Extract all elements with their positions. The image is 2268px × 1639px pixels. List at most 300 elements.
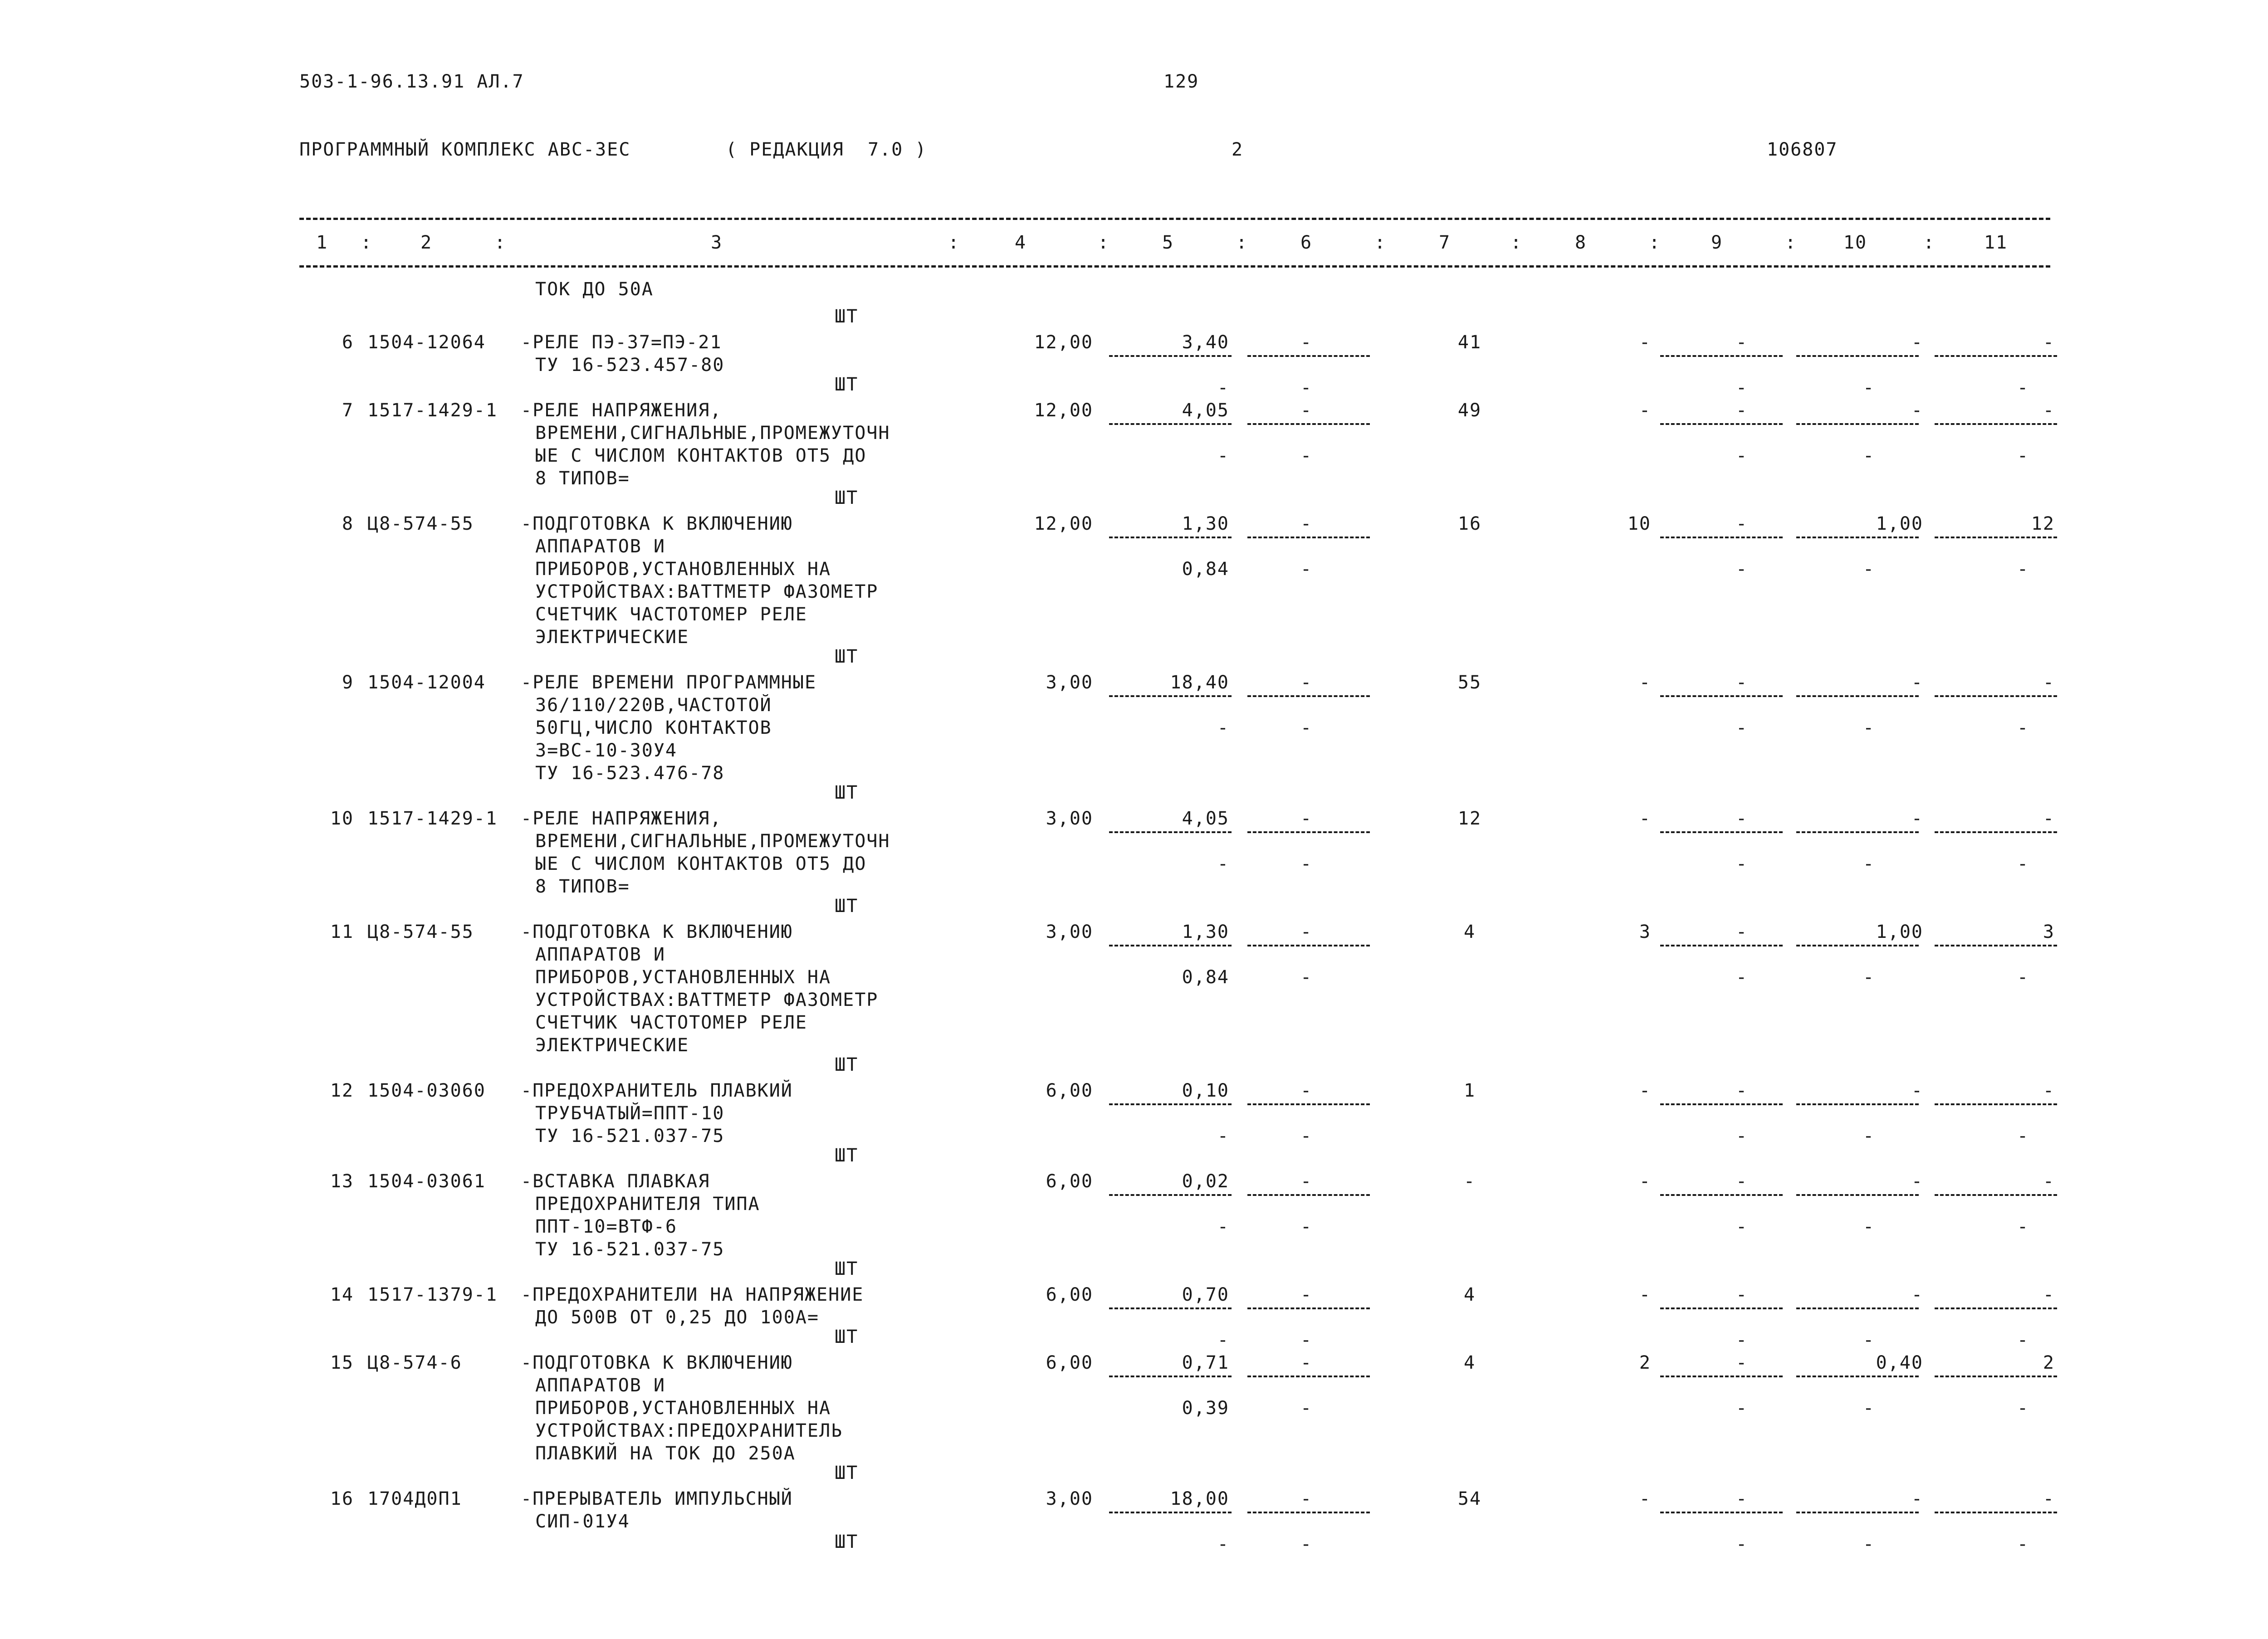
item-description: -ВСТАВКА ПЛАВКАЯ <box>521 1171 710 1192</box>
unit-cost: 18,40 <box>1170 672 1229 693</box>
column-separator: : <box>1785 232 1797 253</box>
subtotal-rule <box>1796 1512 1919 1513</box>
subtotal-rule <box>1109 1307 1232 1309</box>
column-6-second-value: - <box>1300 377 1313 398</box>
row-number: 9 <box>342 672 354 693</box>
item-description: ТУ 16-523.457-80 <box>535 355 725 376</box>
subtotal-rule <box>1109 695 1232 697</box>
continuation-line: ТОК ДО 50А <box>535 279 654 300</box>
labor-cost: - <box>1217 445 1229 466</box>
column-8-value: - <box>1639 332 1651 353</box>
column-11-second-value: - <box>2017 1126 2029 1146</box>
item-description: 8 ТИПОВ= <box>535 468 630 489</box>
column-separator: : <box>1236 232 1248 253</box>
column-9-second-value: - <box>1735 1330 1748 1351</box>
subtotal-rule <box>1109 1103 1232 1105</box>
column-9-second-value: - <box>1735 1126 1748 1146</box>
column-8-value: - <box>1639 1284 1651 1305</box>
subtotal-rule <box>1935 537 2057 538</box>
column-11-value: - <box>2043 400 2055 421</box>
item-code: 1517-1379-1 <box>367 1284 498 1305</box>
column-9-second-value: - <box>1735 1534 1748 1555</box>
item-description: ТУ 16-523.476-78 <box>535 763 725 784</box>
subtotal-rule <box>1935 355 2057 357</box>
unit-label: ШТ <box>835 306 859 327</box>
item-description: ТУ 16-521.037-75 <box>535 1126 725 1146</box>
column-6-second-value: - <box>1300 1126 1313 1146</box>
item-description: -РЕЛЕ НАПРЯЖЕНИЯ, <box>521 808 722 829</box>
item-description: ЫЕ С ЧИСЛОМ КОНТАКТОВ ОТ5 ДО <box>535 445 867 466</box>
quantity: 6,00 <box>1046 1284 1093 1305</box>
item-description: -ПОДГОТОВКА К ВКЛЮЧЕНИЮ <box>521 1352 793 1373</box>
item-description: ДО 500В ОТ 0,25 ДО 100А= <box>535 1307 819 1328</box>
column-7-value: 41 <box>1457 332 1482 353</box>
column-6-second-value: - <box>1300 559 1313 580</box>
column-header-3: 3 <box>710 232 723 253</box>
column-header-6: 6 <box>1300 232 1313 253</box>
column-9-second-value: - <box>1735 559 1748 580</box>
unit-cost: 4,05 <box>1182 400 1229 421</box>
item-description: ТРУБЧАТЫЙ=ППТ-10 <box>535 1103 725 1124</box>
item-description: ПЛАВКИЙ НА ТОК ДО 250А <box>535 1443 796 1464</box>
column-separator: : <box>1923 232 1936 253</box>
item-code: 1517-1429-1 <box>367 400 498 421</box>
subtotal-rule <box>1796 831 1919 833</box>
subtotal-rule <box>1660 423 1783 425</box>
column-header-7: 7 <box>1438 232 1451 253</box>
item-description: УСТРОЙСТВАХ:ВАТТМЕТР ФАЗОМЕТР <box>535 581 879 602</box>
item-code: Ц8-574-55 <box>367 922 474 942</box>
item-description: АППАРАТОВ И <box>535 944 665 965</box>
column-7-value: 1 <box>1463 1080 1476 1101</box>
item-code: 1504-12004 <box>367 672 486 693</box>
column-11-value: 2 <box>2043 1352 2055 1373</box>
quantity: 12,00 <box>1034 332 1093 353</box>
subtotal-rule <box>1247 1512 1370 1513</box>
column-6-second-value: - <box>1300 854 1313 874</box>
column-8-value: - <box>1639 400 1651 421</box>
labor-cost: 0,84 <box>1182 559 1229 580</box>
subtotal-rule <box>1247 1194 1370 1196</box>
program-name: ПРОГРАММНЫЙ КОМПЛЕКС АВС-3ЕС <box>299 139 631 160</box>
column-10-value: - <box>1911 400 1923 421</box>
table-top-rule <box>299 218 2050 220</box>
column-separator: : <box>1098 232 1110 253</box>
column-8-value: 10 <box>1627 513 1651 534</box>
subtotal-rule <box>1109 355 1232 357</box>
column-11-second-value: - <box>2017 445 2029 466</box>
column-8-value: - <box>1639 1171 1651 1192</box>
column-separator: : <box>1510 232 1523 253</box>
column-header-4: 4 <box>1014 232 1027 253</box>
row-number: 14 <box>330 1284 354 1305</box>
subtotal-rule <box>1935 1376 2057 1377</box>
row-number: 8 <box>342 513 354 534</box>
column-10-value: 0,40 <box>1876 1352 1923 1373</box>
column-9-second-value: - <box>1735 717 1748 738</box>
column-7-value: 4 <box>1463 1352 1476 1373</box>
column-11-second-value: - <box>2017 967 2029 988</box>
item-code: 1504-03061 <box>367 1171 486 1192</box>
subtotal-rule <box>1660 695 1783 697</box>
column-separator: : <box>494 232 507 253</box>
unit-cost: 1,30 <box>1182 922 1229 942</box>
program-edition: ( РЕДАКЦИЯ 7.0 ) <box>726 139 927 160</box>
column-8-value: 2 <box>1639 1352 1651 1373</box>
subtotal-rule <box>1247 355 1370 357</box>
item-description: -РЕЛЕ ВРЕМЕНИ ПРОГРАММНЫЕ <box>521 672 817 693</box>
item-description: ТУ 16-521.037-75 <box>535 1239 725 1260</box>
column-header-1: 1 <box>316 232 328 253</box>
subtotal-rule <box>1935 1512 2057 1513</box>
row-number: 10 <box>330 808 354 829</box>
row-number: 16 <box>330 1488 354 1509</box>
item-code: 1517-1429-1 <box>367 808 498 829</box>
column-6-value: - <box>1300 1171 1313 1192</box>
subtotal-rule <box>1109 1376 1232 1377</box>
row-number: 6 <box>342 332 354 353</box>
column-10-value: - <box>1911 808 1923 829</box>
item-description: -ПРЕРЫВАТЕЛЬ ИМПУЛЬСНЫЙ <box>521 1488 793 1509</box>
unit-label: ШТ <box>835 1145 859 1166</box>
column-6-value: - <box>1300 808 1313 829</box>
quantity: 6,00 <box>1046 1352 1093 1373</box>
column-11-second-value: - <box>2017 717 2029 738</box>
column-11-second-value: - <box>2017 1330 2029 1351</box>
unit-cost: 18,00 <box>1170 1488 1229 1509</box>
column-6-second-value: - <box>1300 1534 1313 1555</box>
column-6-second-value: - <box>1300 1330 1313 1351</box>
column-7-value: 12 <box>1457 808 1482 829</box>
column-11-value: - <box>2043 1284 2055 1305</box>
unit-label: ШТ <box>835 1532 859 1552</box>
unit-cost: 0,10 <box>1182 1080 1229 1101</box>
subtotal-rule <box>1109 537 1232 538</box>
item-description: УСТРОЙСТВАХ:ПРЕДОХРАНИТЕЛЬ <box>535 1420 843 1441</box>
page-number: 129 <box>1163 71 1199 92</box>
row-number: 7 <box>342 400 354 421</box>
column-9-value: - <box>1735 332 1748 353</box>
column-10-second-value: - <box>1862 377 1875 398</box>
quantity: 3,00 <box>1046 672 1093 693</box>
column-10-value: - <box>1911 332 1923 353</box>
subtotal-rule <box>1796 1307 1919 1309</box>
subtotal-rule <box>1796 537 1919 538</box>
table-header-rule <box>299 265 2050 268</box>
subtotal-rule <box>1247 945 1370 946</box>
column-6-value: - <box>1300 332 1313 353</box>
item-description: СИП-01У4 <box>535 1511 630 1532</box>
quantity: 3,00 <box>1046 922 1093 942</box>
column-8-value: 3 <box>1639 922 1651 942</box>
column-6-value: - <box>1300 400 1313 421</box>
column-10-second-value: - <box>1862 445 1875 466</box>
unit-label: ШТ <box>835 1463 859 1483</box>
subtotal-rule <box>1660 945 1783 946</box>
labor-cost: 0,39 <box>1182 1398 1229 1419</box>
column-11-second-value: - <box>2017 1216 2029 1237</box>
column-6-second-value: - <box>1300 445 1313 466</box>
column-6-second-value: - <box>1300 1216 1313 1237</box>
column-9-value: - <box>1735 808 1748 829</box>
unit-label: ШТ <box>835 374 859 395</box>
column-9-second-value: - <box>1735 854 1748 874</box>
column-10-second-value: - <box>1862 854 1875 874</box>
labor-cost: - <box>1217 854 1229 874</box>
column-9-value: - <box>1735 672 1748 693</box>
unit-label: ШТ <box>835 1327 859 1347</box>
column-8-value: - <box>1639 672 1651 693</box>
column-6-second-value: - <box>1300 717 1313 738</box>
column-10-value: - <box>1911 1171 1923 1192</box>
quantity: 3,00 <box>1046 1488 1093 1509</box>
column-6-value: - <box>1300 922 1313 942</box>
unit-cost: 3,40 <box>1182 332 1229 353</box>
subtotal-rule <box>1660 1376 1783 1377</box>
unit-cost: 0,71 <box>1182 1352 1229 1373</box>
column-9-value: - <box>1735 400 1748 421</box>
column-7-value: 4 <box>1463 922 1476 942</box>
column-9-second-value: - <box>1735 1398 1748 1419</box>
subtotal-rule <box>1796 423 1919 425</box>
column-9-value: - <box>1735 1284 1748 1305</box>
item-description: ППТ-10=ВТФ-6 <box>535 1216 677 1237</box>
column-10-value: - <box>1911 1488 1923 1509</box>
column-10-second-value: - <box>1862 967 1875 988</box>
unit-label: ШТ <box>835 782 859 803</box>
subtotal-rule <box>1109 945 1232 946</box>
item-description: ЭЛЕКТРИЧЕСКИЕ <box>535 1035 689 1056</box>
column-7-value: 54 <box>1457 1488 1482 1509</box>
labor-cost: - <box>1217 1534 1229 1555</box>
item-description: 36/110/220В,ЧАСТОТОЙ <box>535 695 772 716</box>
column-6-value: - <box>1300 672 1313 693</box>
column-11-second-value: - <box>2017 1534 2029 1555</box>
column-header-10: 10 <box>1843 232 1867 253</box>
column-9-second-value: - <box>1735 445 1748 466</box>
quantity: 3,00 <box>1046 808 1093 829</box>
column-6-value: - <box>1300 1488 1313 1509</box>
column-6-value: - <box>1300 1352 1313 1373</box>
quantity: 6,00 <box>1046 1171 1093 1192</box>
subtotal-rule <box>1109 423 1232 425</box>
job-code: 106807 <box>1767 139 1838 160</box>
column-11-value: 12 <box>2031 513 2055 534</box>
subtotal-rule <box>1935 1194 2057 1196</box>
row-number: 13 <box>330 1171 354 1192</box>
subtotal-rule <box>1935 1307 2057 1309</box>
column-11-second-value: - <box>2017 854 2029 874</box>
column-7-value: - <box>1463 1171 1476 1192</box>
column-10-second-value: - <box>1862 1330 1875 1351</box>
item-description: ВРЕМЕНИ,СИГНАЛЬНЫЕ,ПРОМЕЖУТОЧН <box>535 831 890 852</box>
column-7-value: 16 <box>1457 513 1482 534</box>
column-7-value: 55 <box>1457 672 1482 693</box>
quantity: 6,00 <box>1046 1080 1093 1101</box>
item-description: 8 ТИПОВ= <box>535 876 630 897</box>
subtotal-rule <box>1660 355 1783 357</box>
item-code: 1704Д0П1 <box>367 1488 462 1509</box>
subtotal-rule <box>1660 831 1783 833</box>
column-11-value: - <box>2043 808 2055 829</box>
column-6-second-value: - <box>1300 1398 1313 1419</box>
subtotal-rule <box>1109 1512 1232 1513</box>
subtotal-rule <box>1935 695 2057 697</box>
column-8-value: - <box>1639 1080 1651 1101</box>
unit-cost: 0,70 <box>1182 1284 1229 1305</box>
unit-cost: 4,05 <box>1182 808 1229 829</box>
subtotal-rule <box>1247 537 1370 538</box>
subtotal-rule <box>1935 945 2057 946</box>
subtotal-rule <box>1935 1103 2057 1105</box>
column-9-value: - <box>1735 1352 1748 1373</box>
column-9-value: - <box>1735 1080 1748 1101</box>
item-description: ЫЕ С ЧИСЛОМ КОНТАКТОВ ОТ5 ДО <box>535 854 867 874</box>
subtotal-rule <box>1796 1194 1919 1196</box>
item-code: 1504-12064 <box>367 332 486 353</box>
subtotal-rule <box>1935 423 2057 425</box>
column-9-second-value: - <box>1735 377 1748 398</box>
item-description: -ПОДГОТОВКА К ВКЛЮЧЕНИЮ <box>521 513 793 534</box>
column-header-11: 11 <box>1984 232 2008 253</box>
quantity: 12,00 <box>1034 400 1093 421</box>
column-8-value: - <box>1639 808 1651 829</box>
unit-label: ШТ <box>835 646 859 667</box>
column-6-value: - <box>1300 513 1313 534</box>
unit-cost: 1,30 <box>1182 513 1229 534</box>
subtotal-rule <box>1109 1194 1232 1196</box>
subtotal-rule <box>1247 1307 1370 1309</box>
item-description: СЧЕТЧИК ЧАСТОТОМЕР РЕЛЕ <box>535 1012 807 1033</box>
column-10-second-value: - <box>1862 1398 1875 1419</box>
column-10-second-value: - <box>1862 559 1875 580</box>
item-code: Ц8-574-55 <box>367 513 474 534</box>
column-10-value: - <box>1911 1284 1923 1305</box>
unit-label: ШТ <box>835 488 859 508</box>
row-number: 12 <box>330 1080 354 1101</box>
item-description: СЧЕТЧИК ЧАСТОТОМЕР РЕЛЕ <box>535 604 807 625</box>
column-11-value: - <box>2043 1488 2055 1509</box>
column-9-value: - <box>1735 513 1748 534</box>
document-code: 503-1-96.13.91 АЛ.7 <box>299 71 524 92</box>
column-header-9: 9 <box>1711 232 1723 253</box>
subtotal-rule <box>1247 423 1370 425</box>
subtotal-rule <box>1660 537 1783 538</box>
item-description: 50ГЦ,ЧИСЛО КОНТАКТОВ <box>535 717 772 738</box>
item-description: АППАРАТОВ И <box>535 536 665 557</box>
subtotal-rule <box>1247 831 1370 833</box>
item-description: -ПОДГОТОВКА К ВКЛЮЧЕНИЮ <box>521 922 793 942</box>
subtotal-rule <box>1660 1194 1783 1196</box>
item-code: Ц8-574-6 <box>367 1352 462 1373</box>
unit-label: ШТ <box>835 896 859 917</box>
item-description: -ПРЕДОХРАНИТЕЛЬ ПЛАВКИЙ <box>521 1080 793 1101</box>
column-header-2: 2 <box>420 232 433 253</box>
row-number: 15 <box>330 1352 354 1373</box>
labor-cost: - <box>1217 1330 1229 1351</box>
subtotal-rule <box>1660 1307 1783 1309</box>
item-code: 1504-03060 <box>367 1080 486 1101</box>
column-11-value: - <box>2043 1080 2055 1101</box>
item-description: 3=ВС-10-30У4 <box>535 740 677 761</box>
unit-label: ШТ <box>835 1054 859 1075</box>
column-11-value: - <box>2043 332 2055 353</box>
subtotal-rule <box>1796 355 1919 357</box>
column-8-value: - <box>1639 1488 1651 1509</box>
row-number: 11 <box>330 922 354 942</box>
subtotal-rule <box>1247 1103 1370 1105</box>
subtotal-rule <box>1935 831 2057 833</box>
labor-cost: - <box>1217 377 1229 398</box>
column-10-value: - <box>1911 1080 1923 1101</box>
column-header-8: 8 <box>1574 232 1587 253</box>
item-description: -РЕЛЕ ПЭ-37=ПЭ-21 <box>521 332 722 353</box>
column-separator: : <box>1374 232 1387 253</box>
subtotal-rule <box>1660 1103 1783 1105</box>
column-11-value: - <box>2043 1171 2055 1192</box>
item-description: ПРИБОРОВ,УСТАНОВЛЕННЫХ НА <box>535 967 831 988</box>
column-11-second-value: - <box>2017 377 2029 398</box>
labor-cost: - <box>1217 717 1229 738</box>
column-6-value: - <box>1300 1284 1313 1305</box>
item-description: -РЕЛЕ НАПРЯЖЕНИЯ, <box>521 400 722 421</box>
column-9-second-value: - <box>1735 1216 1748 1237</box>
quantity: 12,00 <box>1034 513 1093 534</box>
column-7-value: 4 <box>1463 1284 1476 1305</box>
item-description: -ПРЕДОХРАНИТЕЛИ НА НАПРЯЖЕНИЕ <box>521 1284 864 1305</box>
subtotal-rule <box>1660 1512 1783 1513</box>
item-description: ВРЕМЕНИ,СИГНАЛЬНЫЕ,ПРОМЕЖУТОЧН <box>535 423 890 444</box>
labor-cost: 0,84 <box>1182 967 1229 988</box>
labor-cost: - <box>1217 1216 1229 1237</box>
item-description: АППАРАТОВ И <box>535 1375 665 1396</box>
item-description: ПРИБОРОВ,УСТАНОВЛЕННЫХ НА <box>535 1398 831 1419</box>
column-separator: : <box>361 232 373 253</box>
subtotal-rule <box>1247 695 1370 697</box>
column-7-value: 49 <box>1457 400 1482 421</box>
column-10-second-value: - <box>1862 1126 1875 1146</box>
unit-cost: 0,02 <box>1182 1171 1229 1192</box>
item-description: УСТРОЙСТВАХ:ВАТТМЕТР ФАЗОМЕТР <box>535 990 879 1010</box>
subtotal-rule <box>1796 945 1919 946</box>
subtotal-rule <box>1796 1376 1919 1377</box>
subtotal-rule <box>1247 1376 1370 1377</box>
item-description: ПРИБОРОВ,УСТАНОВЛЕННЫХ НА <box>535 559 831 580</box>
column-9-value: - <box>1735 1488 1748 1509</box>
column-10-value: 1,00 <box>1876 922 1923 942</box>
column-11-value: - <box>2043 672 2055 693</box>
column-separator: : <box>1649 232 1661 253</box>
unit-label: ШТ <box>835 1259 859 1279</box>
sheet-number: 2 <box>1232 139 1244 160</box>
column-9-value: - <box>1735 1171 1748 1192</box>
column-6-second-value: - <box>1300 967 1313 988</box>
column-10-second-value: - <box>1862 717 1875 738</box>
column-9-second-value: - <box>1735 967 1748 988</box>
labor-cost: - <box>1217 1126 1229 1146</box>
column-11-second-value: - <box>2017 559 2029 580</box>
subtotal-rule <box>1109 831 1232 833</box>
column-separator: : <box>948 232 960 253</box>
subtotal-rule <box>1796 1103 1919 1105</box>
item-description: ЭЛЕКТРИЧЕСКИЕ <box>535 627 689 648</box>
item-description: ПРЕДОХРАНИТЕЛЯ ТИПА <box>535 1194 760 1215</box>
column-10-second-value: - <box>1862 1216 1875 1237</box>
column-11-value: 3 <box>2043 922 2055 942</box>
column-10-value: 1,00 <box>1876 513 1923 534</box>
subtotal-rule <box>1796 695 1919 697</box>
column-11-second-value: - <box>2017 1398 2029 1419</box>
